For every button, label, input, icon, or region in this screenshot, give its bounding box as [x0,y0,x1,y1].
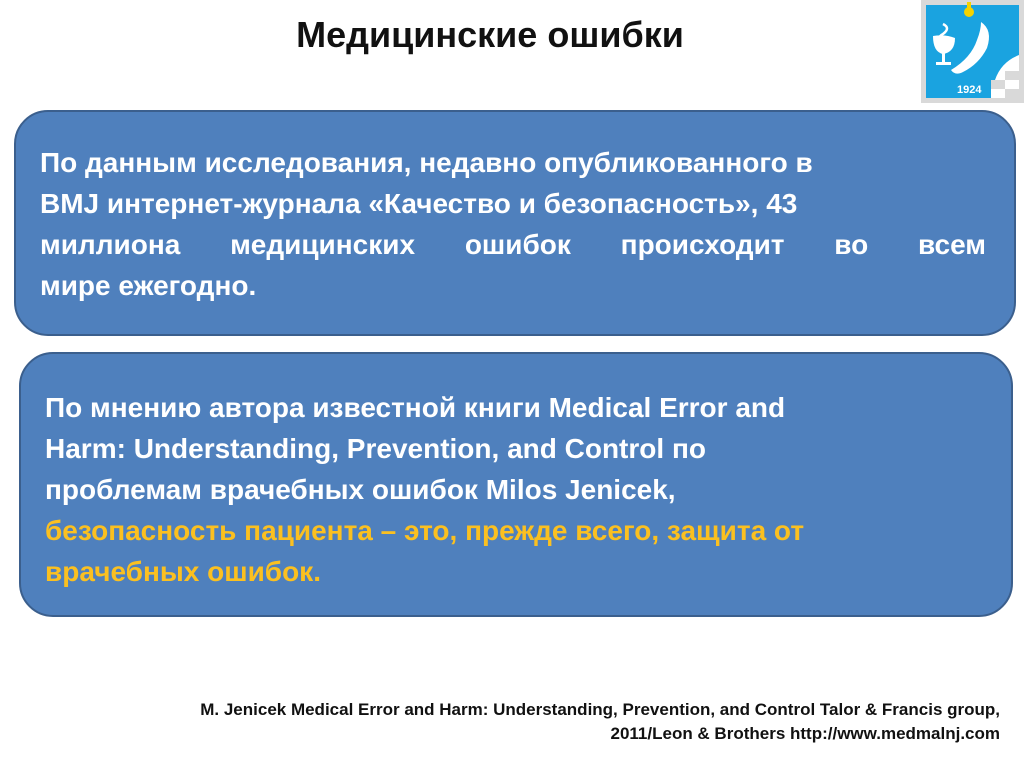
logo [921,0,1024,103]
text-line: По мнению автора известной книги Medical Error and [45,392,786,423]
highlight-line: врачебных ошибок. [45,556,321,587]
highlight-line: безопасность пациента – это, прежде всего, защита от [45,515,805,546]
text-line: миллиона медицинских ошибок происходит во всем [40,229,986,260]
author-quote-box [19,352,1013,617]
text-line: BMJ интернет-журнала «Качество и безопасность», 43 [40,188,798,219]
footer-line: M. Jenicek Medical Error and Harm: Understanding, Prevention, and Control Talor & Francis group, [200,700,1000,719]
text-line: мире ежегодно. [40,270,257,301]
text-line: По данным исследования, недавно опубликованного в [40,147,813,178]
logo-year: 1924 [957,84,982,96]
source-footer [40,698,1000,746]
research-text-box [14,110,1016,336]
text-line: Harm: Understanding, Prevention, and Control по [45,433,706,464]
footer-line: 2011/Leon & Brothers http://www.medmalnj.com [610,724,1000,743]
slide-title: Медицинские ошибки [296,14,684,55]
text-line: проблемам врачебных ошибок Milos Jenicek, [45,474,676,505]
